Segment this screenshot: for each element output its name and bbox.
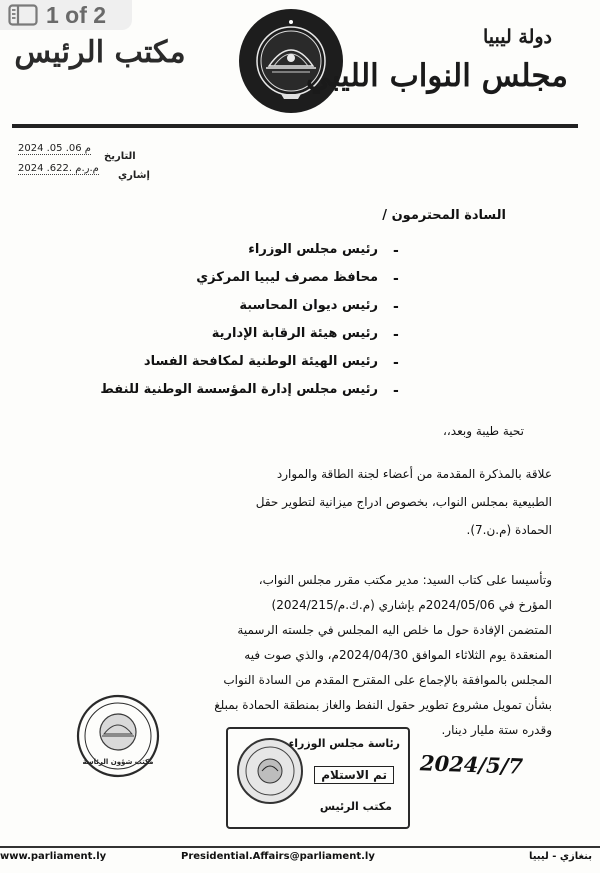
paragraph1-line: الحمادة (م.ن.7). — [466, 523, 552, 537]
recipient-item: رئيس مجلس إدارة المؤسسة الوطنية للنفط — [100, 382, 378, 397]
paragraph1-line: علاقة بالمذكرة المقدمة من أعضاء لجنة الطاقة والموارد — [276, 467, 552, 481]
recipient-item: رئيس هيئة الرقابة الإدارية — [211, 326, 378, 341]
reference-value: 2024 .622. م.ر.م — [18, 163, 99, 174]
handwritten-date: 2024/5/7 — [419, 750, 524, 779]
stamp-line-2: تم الاستلام — [314, 766, 394, 784]
recipient-item: رئيس ديوان المحاسبة — [239, 298, 378, 313]
page-count-label: 1 of 2 — [46, 1, 107, 28]
footer-email[interactable]: Presidential.Affairs@parliament.ly — [181, 851, 375, 862]
salutation: السادة المحترمون / — [382, 208, 506, 223]
office-title: مكتب الرئيس — [14, 35, 186, 70]
parliament-title: مجلس النواب الليبي — [305, 58, 568, 94]
header-divider — [12, 124, 578, 128]
stamp-line-3: مكتب الرئيس — [319, 800, 392, 813]
paragraph2-line: وقدره ستة مليار دينار. — [441, 723, 552, 737]
paragraph2-line: المؤرخ في 2024/05/06م بإشاري (م.ك.م/2024/215) — [271, 598, 552, 612]
office-seal-stamp — [76, 694, 160, 778]
recipient-item: رئيس الهيئة الوطنية لمكافحة الفساد — [143, 354, 378, 369]
paragraph2-line: المتضمن الإفادة حول ما خلص اليه المجلس في جلسته الرسمية — [237, 623, 552, 637]
date-value: 2024 .05 .06 م — [18, 143, 91, 154]
paragraph2-line: بشأن تمويل مشروع تطوير حقول النفط والغاز بمنطقة الحمادة بمبلغ — [214, 698, 552, 712]
list-dash: - — [393, 355, 399, 371]
list-dash: - — [393, 299, 399, 315]
seal-text: مكتب شؤون الرئاسة — [82, 758, 154, 766]
date-label: التاريخ — [104, 151, 136, 162]
paragraph2-line: المنعقدة يوم الثلاثاء الموافق 2024/04/30م، والذي صوت فيه — [244, 648, 552, 662]
list-dash: - — [393, 327, 399, 343]
paragraph2-line: وتأسيسا على كتاب السيد: مدير مكتب مقرر مجلس النواب، — [258, 573, 552, 587]
state-title: دولة ليبيا — [482, 26, 552, 48]
reference-label: إشاري — [118, 170, 150, 181]
greeting: تحية طيبة وبعد،، — [443, 424, 524, 438]
list-dash: - — [393, 271, 399, 287]
footer-city: بنغازي - ليبيا — [528, 851, 592, 862]
paragraph1-line: الطبيعية بمجلس النواب، بخصوص ادراج ميزانية لتطوير حقل — [255, 495, 552, 509]
footer-divider — [0, 846, 600, 848]
recipient-item: محافظ مصرف ليبيا المركزي — [196, 270, 378, 285]
footer-website[interactable]: www.parliament.ly — [0, 851, 107, 862]
list-dash: - — [393, 243, 399, 259]
received-stamp — [226, 727, 410, 829]
page-indicator-badge[interactable] — [0, 0, 132, 30]
list-dash: - — [393, 383, 399, 399]
stamp-line-1: رئاسة مجلس الوزراء — [288, 737, 400, 750]
paragraph2-line: المجلس بالموافقة بالإجماع على المقترح المقدم من السادة النواب — [223, 673, 552, 687]
sidebar-toggle-icon[interactable] — [8, 4, 38, 26]
recipient-item: رئيس مجلس الوزراء — [248, 242, 378, 257]
